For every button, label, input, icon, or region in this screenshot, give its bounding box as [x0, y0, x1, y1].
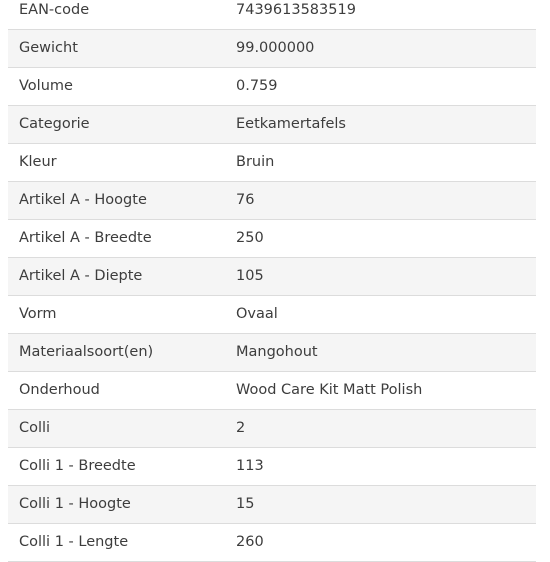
spec-row-colli-1-breedte: [8, 447, 536, 485]
spec-label: Colli 1 - Lengte: [8, 523, 236, 561]
spec-value: 76: [236, 181, 536, 219]
spec-label: Onderhoud: [8, 371, 236, 409]
spec-label: Colli 1 - Hoogte: [8, 485, 236, 523]
spec-label: Vorm: [8, 295, 236, 333]
spec-value: 2: [236, 409, 536, 447]
spec-value: Bruin: [236, 143, 536, 181]
spec-value: Ovaal: [236, 295, 536, 333]
spec-row-ean-code: [8, 0, 536, 29]
spec-row-artikel-a-diepte: [8, 257, 536, 295]
spec-value: Eetkamertafels: [236, 105, 536, 143]
spec-row-artikel-a-breedte: [8, 219, 536, 257]
spec-value: Mangohout: [236, 333, 536, 371]
spec-label: Gewicht: [8, 29, 236, 67]
spec-value: 7439613583519: [236, 0, 536, 29]
product-specifications-table: [8, 0, 536, 562]
spec-label: EAN-code: [8, 0, 236, 29]
spec-row-colli-1-hoogte: [8, 485, 536, 523]
spec-row-kleur: [8, 143, 536, 181]
spec-label: Artikel A - Diepte: [8, 257, 236, 295]
spec-value: 250: [236, 219, 536, 257]
spec-value: 0.759: [236, 67, 536, 105]
spec-row-gewicht: [8, 29, 536, 67]
spec-row-colli: [8, 409, 536, 447]
spec-label: Volume: [8, 67, 236, 105]
spec-value: 99.000000: [236, 29, 536, 67]
spec-value: 113: [236, 447, 536, 485]
spec-label: Categorie: [8, 105, 236, 143]
spec-value: 105: [236, 257, 536, 295]
spec-row-volume: [8, 67, 536, 105]
spec-row-categorie: [8, 105, 536, 143]
spec-label: Materiaalsoort(en): [8, 333, 236, 371]
spec-row-colli-1-lengte: [8, 523, 536, 561]
spec-row-artikel-a-hoogte: [8, 181, 536, 219]
spec-row-vorm: [8, 295, 536, 333]
spec-value: 15: [236, 485, 536, 523]
spec-label: Kleur: [8, 143, 236, 181]
spec-label: Artikel A - Hoogte: [8, 181, 236, 219]
spec-row-onderhoud: [8, 371, 536, 409]
spec-label: Artikel A - Breedte: [8, 219, 236, 257]
spec-label: Colli: [8, 409, 236, 447]
spec-value: Wood Care Kit Matt Polish: [236, 371, 536, 409]
specifications-body: [8, 0, 536, 561]
spec-label: Colli 1 - Breedte: [8, 447, 236, 485]
spec-value: 260: [236, 523, 536, 561]
spec-row-materiaalsoort: [8, 333, 536, 371]
